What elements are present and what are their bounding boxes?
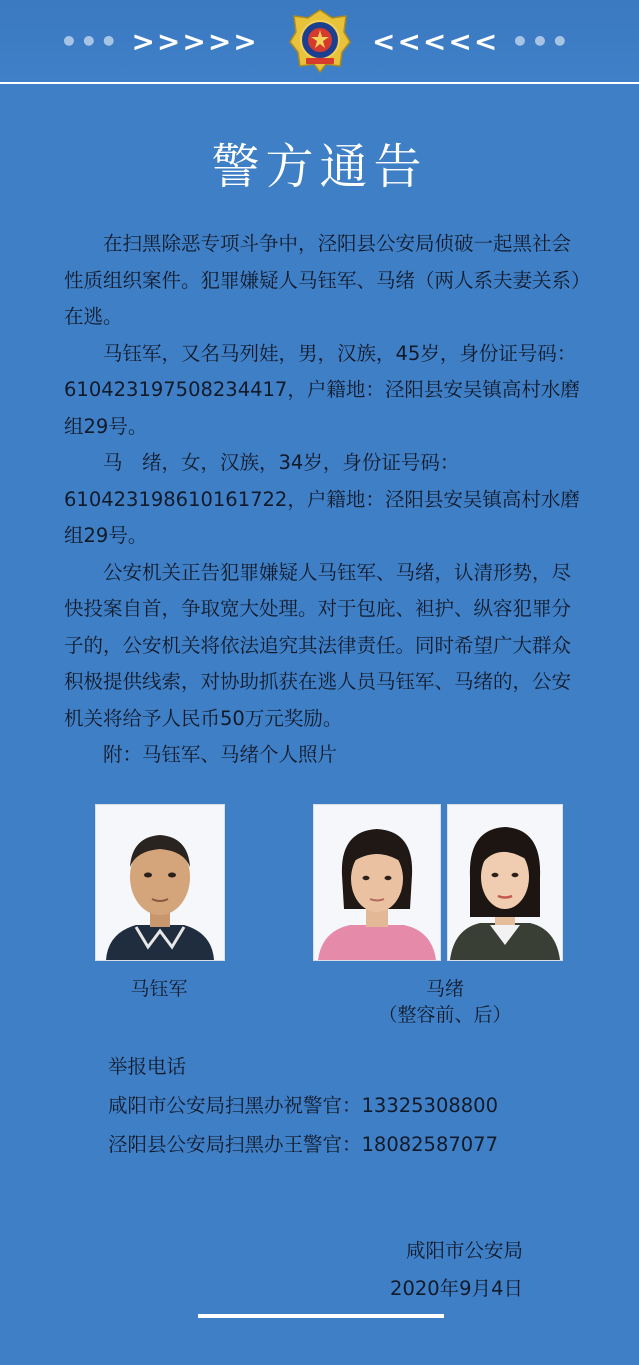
police-emblem-icon (288, 8, 352, 74)
notice-paragraph-suspect-2: 马 绪，女，汉族，34岁，身份证号码：610423198610161722，户籍地：泾阳县安吴镇高村水磨组29号。 (64, 451, 580, 547)
signature (390, 1232, 523, 1308)
report-section (108, 1047, 498, 1164)
header-divider (0, 82, 639, 84)
notice-paragraph-warning: 公安机关正告犯罪嫌疑人马钰军、马绪，认清形势，尽快投案自首，争取宽大处理。对于包庇、袒护、纵容犯罪分子的，公安机关将依法追究其法律责任。同时希望广大群众积极提供线索，对协助抓获在逃人员马钰军、马绪的，公安机关将给予人民币50万元奖励。 (64, 560, 572, 730)
report-contact-xianyang: 咸阳市公安局扫黑办祝警官：13325308800 (108, 1094, 498, 1117)
suspect-2-caption: 马绪 (425, 978, 464, 1000)
signature-org: 咸阳市公安局 (405, 1239, 523, 1262)
notice-body (64, 226, 584, 774)
notice-paragraph-attachment: 附：马钰军、马绪个人照片 (103, 743, 338, 766)
notice-paragraph-case: 在扫黑除恶专项斗争中，泾阳县公安局侦破一起黑社会性质组织案件。犯罪嫌疑人马钰军、马绪（两人系夫妻关系）在逃。 (64, 232, 581, 328)
header-left-arrows: ••• >>>>> (60, 25, 259, 58)
report-contact-jingyang: 泾阳县公安局扫黑办王警官：18082587077 (108, 1133, 498, 1156)
header-right-arrows: <<<<< ••• (372, 25, 571, 58)
footer-divider (198, 1314, 444, 1318)
notice-paragraph-suspect-1: 马钰军，又名马列娃，男，汉族，45岁，身份证号码：610423197508234417，户籍地：泾阳县安吴镇高村水磨组29号。 (64, 341, 580, 438)
signature-date: 2020年9月4日 (390, 1277, 523, 1300)
suspect-2-portrait-before (314, 805, 440, 960)
suspect-1-portrait (96, 805, 224, 960)
notice-title: 警方通告 (211, 139, 428, 195)
suspect-2-caption-note: （整容前、后） (378, 1004, 512, 1026)
suspect-2-portrait-after (448, 805, 562, 960)
suspect-1-photo (95, 804, 225, 961)
report-heading: 举报电话 (108, 1055, 187, 1078)
suspect-2-photo-after (447, 804, 563, 961)
suspect-2-photo-before (313, 804, 441, 961)
suspect-1-caption: 马钰军 (130, 978, 188, 1000)
